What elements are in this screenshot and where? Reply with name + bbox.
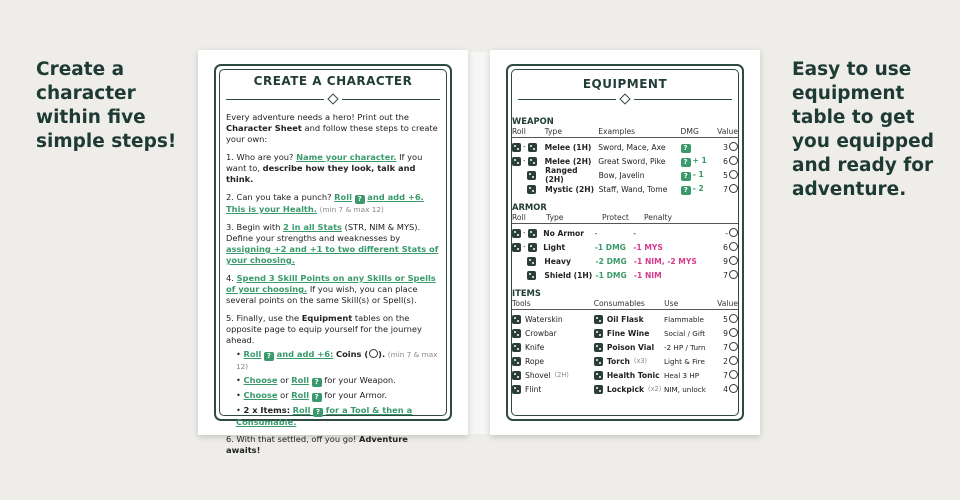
die-icon xyxy=(527,257,536,266)
armor-protect: - xyxy=(594,228,598,238)
bullet-weapon: • Choose or Roll ? for your Weapon. xyxy=(236,375,396,386)
die-icon xyxy=(594,357,603,366)
die-icon: ? xyxy=(355,195,365,204)
die-icon xyxy=(594,329,603,338)
weapon-type: Mystic (2H) xyxy=(545,184,595,194)
item-use: -2 HP / Turn xyxy=(663,342,706,352)
item-use: Light & Fire xyxy=(663,356,705,366)
armor-protect: -2 DMG xyxy=(595,256,627,266)
weapon-type: Melee (1H) xyxy=(544,142,592,152)
tool-name: Waterskin xyxy=(525,314,563,324)
coin-icon xyxy=(729,314,738,323)
step-5: 5. Finally, use the Equipment tables on the opposite page to equip yourself for the journey ahead. xyxy=(226,313,422,345)
armor-row: - Light -1 DMG -1 MYS 6 xyxy=(512,240,738,254)
armor-protect: -1 DMG xyxy=(594,242,626,252)
page-title: EQUIPMENT xyxy=(582,77,668,91)
item-value: 9 xyxy=(723,329,728,338)
step-1: 1. Who are you? Name your character. If you want to, describe how they look, talk and think. xyxy=(226,152,423,184)
die-icon xyxy=(512,371,521,380)
die-icon xyxy=(512,329,521,338)
armor-section-title: ARMOR xyxy=(512,202,547,212)
tool-name: Knife xyxy=(525,342,545,352)
coin-icon xyxy=(729,184,738,193)
items-row xyxy=(512,326,738,340)
weapon-dmg: - 1 xyxy=(692,169,704,179)
items-row xyxy=(512,368,738,382)
tool-qty: (2H) xyxy=(554,371,569,379)
consumable-qty: (x2) xyxy=(648,385,662,393)
armor-row xyxy=(512,268,738,282)
item-use: Heal 3 HP xyxy=(663,370,700,380)
title-ornament xyxy=(518,95,732,105)
step-2: 2. Can you take a punch? Roll ? and add +6. This is your Health. (min 7 & max 12) xyxy=(226,192,424,214)
intro-text: Every adventure needs a hero! Print out the Character Sheet and follow these steps to create your own: xyxy=(226,112,438,144)
consumable-name: Lockpick xyxy=(606,384,645,394)
die-icon xyxy=(594,371,603,380)
coin-icon xyxy=(729,356,738,365)
die-icon xyxy=(512,229,521,238)
item-value: 7 xyxy=(723,371,728,380)
step-3: 3. Begin with 2 in all Stats (STR, NIM & MYS). Define your strengths and weaknesses by assigning +2 and +1 to two different Stats of your choosing. xyxy=(226,222,439,265)
die-icon xyxy=(527,171,536,180)
armor-protect: -1 DMG xyxy=(595,270,627,280)
weapon-row: - Melee (1H) Sword, Mace, Axe ? 3 xyxy=(512,140,738,154)
items-row xyxy=(512,312,738,326)
coin-icon xyxy=(729,270,738,279)
weapon-examples: Great Sword, Pike xyxy=(598,156,666,166)
weapon-examples: Bow, Javelin xyxy=(598,170,645,180)
coin-icon xyxy=(729,256,738,265)
consumable-qty: (x3) xyxy=(633,357,648,365)
consumable-name: Health Tonic xyxy=(606,370,660,380)
step-4: 4. Spend 3 Skill Points on any Skills or Spells of your choosing. If you wish, you can place several points on the same Skill(s) or Spell(s). xyxy=(226,273,436,305)
equipment-page xyxy=(490,50,760,435)
die-icon xyxy=(512,315,521,324)
die-icon: ? xyxy=(312,378,322,387)
die-icon: ? xyxy=(681,144,691,153)
die-icon: ? xyxy=(264,352,274,361)
item-value: 5 xyxy=(723,315,728,324)
weapon-value: 7 xyxy=(723,185,729,194)
equipment-tables xyxy=(512,112,738,396)
die-icon xyxy=(528,143,537,152)
coin-icon xyxy=(729,242,738,251)
armor-penalty: - xyxy=(633,228,637,238)
die-icon: ? xyxy=(681,186,691,195)
tool-name: Crowbar xyxy=(525,328,557,338)
die-icon xyxy=(594,385,603,394)
die-icon xyxy=(527,271,536,280)
weapon-row xyxy=(512,182,738,196)
armor-penalty: -1 NIM xyxy=(633,270,662,280)
tool-name: Flint xyxy=(525,384,542,394)
armor-penalty: -1 MYS xyxy=(633,242,663,252)
right-tagline: Easy to use equipment table to get you equipped and ready for adventure. xyxy=(792,59,934,200)
tool-name: Shovel xyxy=(525,370,551,380)
armor-value: - xyxy=(725,229,728,238)
armor-penalty: -1 NIM, -2 MYS xyxy=(633,256,697,266)
weapon-value: 3 xyxy=(723,143,728,152)
consumable-name: Oil Flask xyxy=(606,314,644,324)
weapon-value: 6 xyxy=(723,157,728,166)
steps-list xyxy=(226,112,442,463)
consumable-name: Poison Vial xyxy=(606,342,655,352)
tool-name: Rope xyxy=(525,356,545,366)
die-icon xyxy=(512,243,521,252)
armor-header: Roll Type Protect Penalty xyxy=(512,212,738,224)
left-tagline: Create a character within five simple steps! xyxy=(36,59,177,152)
die-icon xyxy=(512,357,521,366)
armor-value: 9 xyxy=(723,257,728,266)
die-icon xyxy=(512,143,521,152)
coin-icon xyxy=(729,370,738,379)
die-icon xyxy=(594,343,603,352)
die-icon: ? xyxy=(681,158,691,167)
armor-type: Light xyxy=(543,242,566,252)
item-value: 4 xyxy=(723,385,728,394)
die-icon xyxy=(528,243,537,252)
items-header: Tools Consumables Use Value xyxy=(512,299,739,308)
coin-icon xyxy=(729,342,738,351)
die-icon: ? xyxy=(681,172,691,181)
consumable-name: Fine Wine xyxy=(606,328,650,338)
weapon-examples: Sword, Mace, Axe xyxy=(598,142,666,152)
weapon-header: Roll Type Examples DMG Value xyxy=(512,127,738,136)
armor-type: Shield (1H) xyxy=(544,270,593,280)
armor-row xyxy=(512,254,738,268)
step-6: 6. With that settled, off you go! Adventure awaits! xyxy=(226,434,408,455)
step-5-bullets xyxy=(236,349,442,428)
die-icon xyxy=(528,229,537,238)
consumable-name: Torch xyxy=(606,356,630,366)
book-gutter xyxy=(468,52,490,434)
weapon-type: Melee (2H) xyxy=(544,156,592,166)
item-use: Social / Gift xyxy=(663,328,706,338)
weapon-row xyxy=(512,168,738,182)
item-value: 2 xyxy=(723,357,728,366)
items-row xyxy=(512,354,738,368)
coin-icon xyxy=(729,170,738,179)
armor-value: 7 xyxy=(723,271,728,280)
coin-icon xyxy=(729,328,738,337)
title-ornament xyxy=(226,95,440,105)
die-icon xyxy=(594,315,603,324)
die-icon xyxy=(512,157,521,166)
die-icon xyxy=(512,343,521,352)
coin-icon xyxy=(729,384,738,393)
weapon-value: 5 xyxy=(723,171,729,180)
item-use: Flammable xyxy=(663,314,704,324)
items-section-title: ITEMS xyxy=(512,288,541,298)
bullet-items: • 2 x Items: Roll ? for a Tool & then a Consumable. xyxy=(236,405,413,427)
armor-row: - No Armor - - - xyxy=(512,226,738,240)
weapon-examples: Staff, Wand, Tome xyxy=(598,184,668,194)
weapon-row: - Melee (2H) Great Sword, Pike ? + 1 6 xyxy=(512,154,738,168)
coin-icon xyxy=(369,349,378,358)
item-use: NIM, unlock xyxy=(663,384,706,394)
weapon-type: Ranged (2H) xyxy=(545,166,578,184)
items-row xyxy=(512,340,738,354)
bullet-armor: • Choose or Roll ? for your Armor. xyxy=(236,390,388,401)
weapon-dmg: - 2 xyxy=(692,183,704,193)
bullet-coins: • Roll ? and add +6: Coins ( ). (min 7 & max 12) xyxy=(236,349,438,371)
die-icon xyxy=(527,185,536,194)
die-icon xyxy=(528,157,537,166)
die-icon: ? xyxy=(312,393,322,402)
armor-type: Heavy xyxy=(544,256,571,266)
weapon-section-title: WEAPON xyxy=(512,116,554,126)
coin-icon xyxy=(729,142,738,151)
create-character-page xyxy=(198,50,468,455)
die-icon xyxy=(512,385,521,394)
item-value: 7 xyxy=(723,343,728,352)
armor-type: No Armor xyxy=(543,228,584,238)
armor-value: 6 xyxy=(723,243,728,252)
die-icon: ? xyxy=(313,408,323,417)
weapon-dmg: + 1 xyxy=(692,155,707,165)
coin-icon xyxy=(729,156,738,165)
coin-icon xyxy=(729,228,738,237)
items-row xyxy=(512,382,738,396)
page-title: CREATE A CHARACTER xyxy=(253,74,413,88)
